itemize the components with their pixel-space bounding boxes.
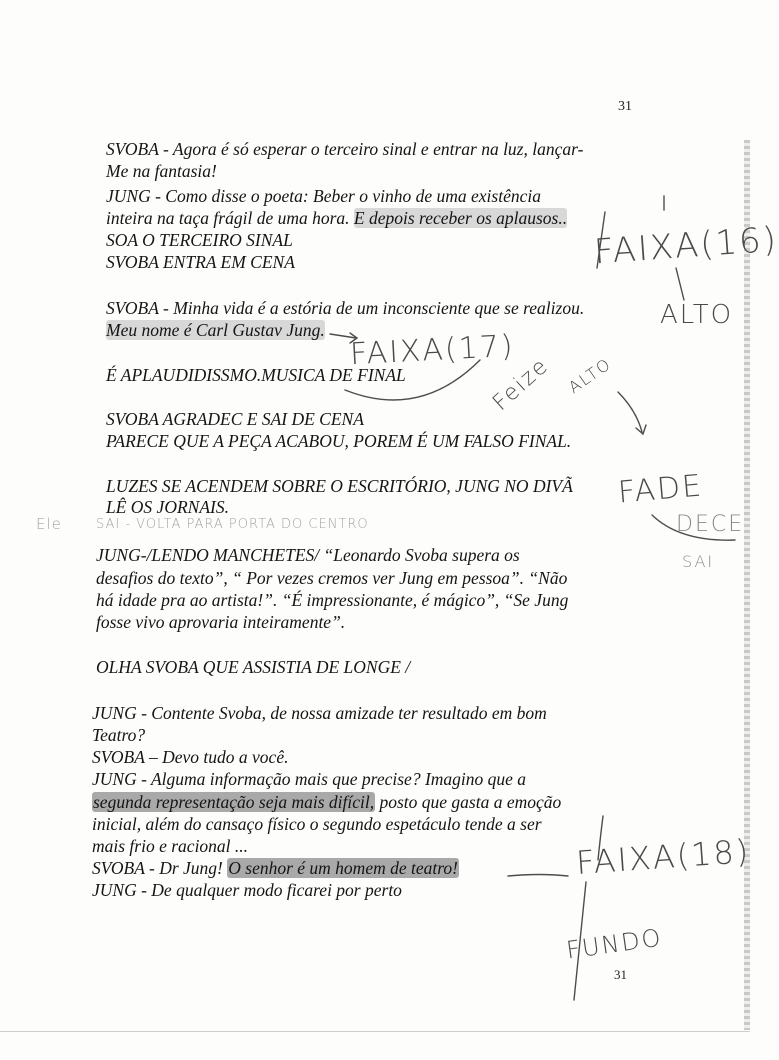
script-line: SVOBA ENTRA EM CENA: [106, 252, 295, 272]
page-number-bottom: 31: [614, 967, 627, 982]
script-line: LÊ OS JORNAIS.: [106, 497, 229, 517]
script-text: posto que gasta a emoção: [375, 792, 562, 812]
handwritten-note: FADE: [616, 468, 705, 511]
script-line: SOA O TERCEIRO SINAL: [106, 230, 293, 250]
script-line: SVOBA - Minha vida é a estória de um inconsciente que se realizou.: [106, 298, 585, 318]
scan-edge: [744, 140, 750, 1030]
handwritten-note: DECE: [676, 512, 745, 537]
script-text: inteira na taça frágil de uma hora.: [106, 208, 350, 228]
script-line: PARECE QUE A PEÇA ACABOU, POREM É UM FALSO FINAL.: [106, 431, 572, 451]
script-line: inicial, além do cansaço físico o segundo espetáculo tende a ser: [92, 814, 542, 834]
script-line: [92, 858, 459, 878]
handwritten-note: Feize: [488, 353, 555, 416]
highlighted-text: Meu nome é Carl Gustav Jung.: [106, 320, 325, 340]
scan-edge-bottom: [0, 1031, 750, 1032]
script-line: [106, 208, 567, 228]
pen-stroke: [618, 392, 646, 434]
handwritten-note: Ele: [36, 515, 62, 533]
script-line: SVOBA - Agora é só esperar o terceiro sinal e entrar na luz, lançar-: [106, 139, 584, 159]
script-line: JUNG-/LENDO MANCHETES/ “Leonardo Svoba supera os: [96, 545, 520, 565]
page-number: 31: [618, 99, 632, 114]
script-line: SVOBA – Devo tudo a você.: [92, 747, 289, 767]
script-line: JUNG - Alguma informação mais que precise? Imagino que a: [92, 769, 527, 789]
script-text: SVOBA - Dr Jung!: [92, 858, 223, 878]
script-line: mais frio e racional ...: [92, 836, 249, 856]
handwritten-note: FAIXA(18): [574, 831, 752, 883]
script-line: JUNG - De qualquer modo ficarei por perto: [92, 880, 402, 900]
highlighted-text: segunda representação seja mais difícil,: [93, 792, 375, 812]
script-line: JUNG - Como disse o poeta: Beber o vinho de uma existência: [106, 186, 541, 206]
pen-stroke: [508, 875, 568, 877]
highlighted-text: E depois receber os aplausos..: [353, 208, 568, 228]
highlighted-text: O senhor é um homem de teatro!: [228, 858, 458, 878]
script-line: JUNG - Contente Svoba, de nossa amizade ter resultado em bom: [92, 703, 547, 723]
script-line: Me na fantasia!: [106, 161, 217, 181]
script-line: [92, 792, 561, 812]
handwritten-note: SAI - VOLTA PARA PORTA DO CENTRO: [96, 517, 369, 532]
script-line: [106, 320, 325, 340]
script-line: LUZES SE ACENDEM SOBRE O ESCRITÓRIO, JUNG NO DIVÃ: [106, 476, 573, 496]
handwritten-note: ALTO: [660, 300, 734, 330]
script-line: OLHA SVOBA QUE ASSISTIA DE LONGE /: [96, 657, 411, 677]
handwritten-note: FAIXA(17): [349, 328, 516, 373]
handwritten-note: ALTO: [564, 353, 616, 398]
handwritten-note: SAI: [682, 552, 715, 571]
pen-stroke: [676, 268, 684, 300]
script-line: há idade pra ao artista!”. “É impressionante, é mágico”, “Se Jung: [96, 590, 569, 610]
script-line: Teatro?: [92, 725, 146, 745]
script-line: É APLAUDIDISSMO.MUSICA DE FINAL: [106, 365, 406, 385]
script-line: fosse vivo aprovaria inteiramente”.: [96, 612, 346, 632]
handwritten-note: FUNDO: [564, 923, 665, 965]
script-line: desafios do texto”, “ Por vezes cremos ver Jung em pessoa”. “Não: [96, 568, 568, 588]
handwritten-note: FAIXA(16): [592, 219, 779, 273]
script-line: SVOBA AGRADEC E SAI DE CENA: [106, 409, 364, 429]
